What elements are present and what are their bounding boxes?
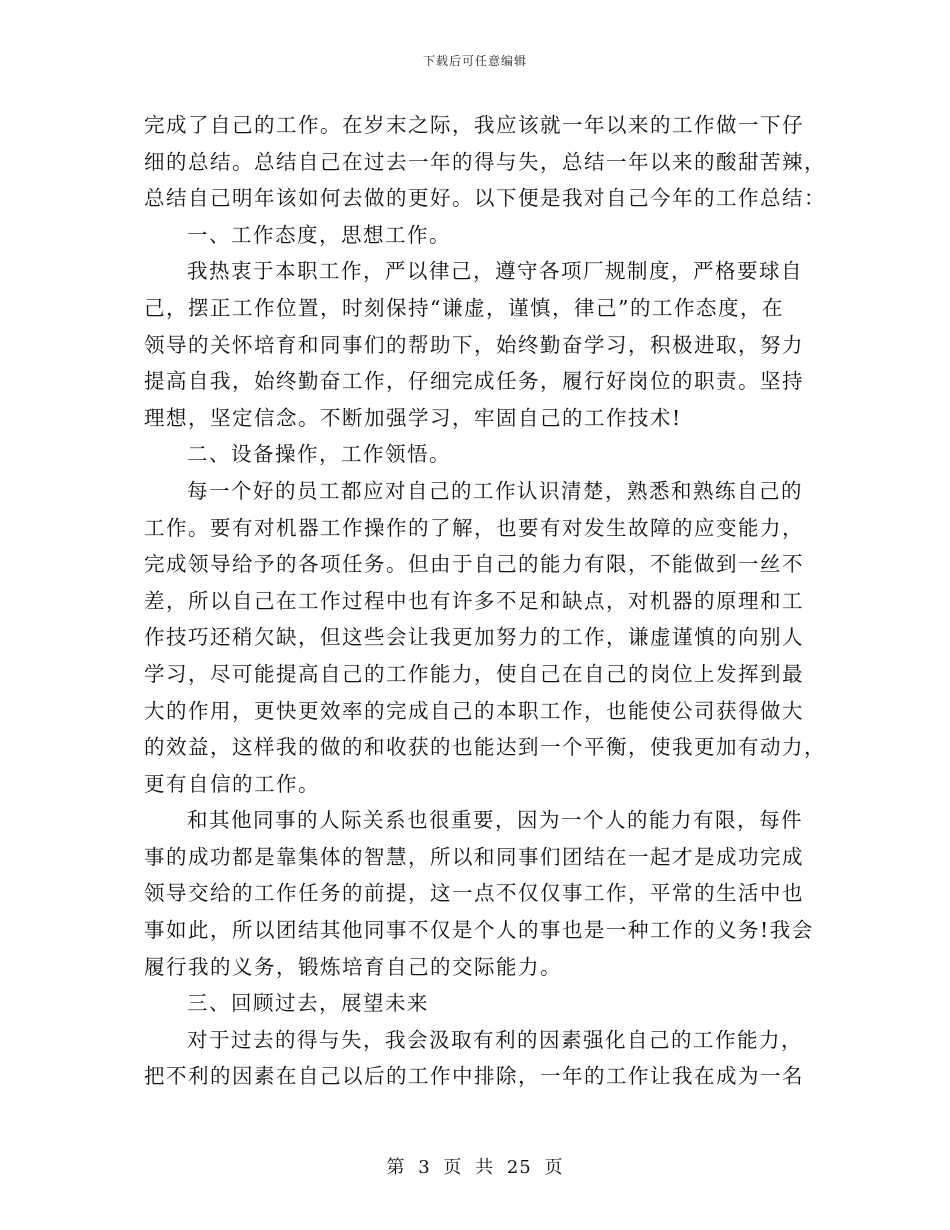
text-line: 三、回顾过去，展望未来 [187, 991, 429, 1016]
text-line: 完成领导给予的各项任务。但由于自己的能力有限，不能做到一丝不 [144, 552, 804, 577]
text-line: 每一个好的员工都应对自己的工作认识清楚，熟悉和熟练自己的 [187, 478, 803, 503]
text-line: 的效益，这样我的做的和收获的也能达到一个平衡，使我更加有动力， [144, 735, 826, 760]
text-line: 理想，坚定信念。不断加强学习，牢固自己的工作技术! [144, 405, 682, 430]
text-line: 作技巧还稍欠缺，但这些会让我更加努力的工作，谦虚谨慎的向别人 [144, 625, 804, 650]
document-body [144, 107, 826, 1095]
text-line: 总结自己明年该如何去做的更好。以下便是我对自己今年的工作总结： [144, 186, 826, 211]
page-header: 下载后可任意编辑 [422, 54, 527, 68]
text-line: 和其他同事的人际关系也很重要，因为一个人的能力有限，每件 [187, 808, 803, 833]
text-line: 细的总结。总结自己在过去一年的得与失，总结一年以来的酸甜苦辣， [144, 149, 826, 174]
text-line: 对于过去的得与失，我会汲取有利的因素强化自己的工作能力， [187, 1027, 803, 1052]
text-line: 履行我的义务，锻炼培育自己的交际能力。 [144, 954, 562, 979]
text-line: 完成了自己的工作。在岁末之际，我应该就一年以来的工作做一下仔 [144, 113, 804, 137]
text-line: 领导交给的工作任务的前提，这一点不仅仅事工作，平常的生活中也 [144, 881, 804, 906]
text-line: 领导的关怀培育和同事们的帮助下，始终勤奋学习，积极进取，努力 [144, 332, 804, 357]
text-line: 己，摆正工作位置，时刻保持“谦虚，谨慎，律己”的工作态度，在 [144, 295, 784, 320]
text-line: 更有自信的工作。 [144, 771, 320, 796]
text-line: 一、工作态度，思想工作。 [187, 222, 451, 247]
text-line: 工作。要有对机器工作操作的了解，也要有对发生故障的应变能力， [144, 515, 804, 540]
text-line: 事如此，所以团结其他同事不仅是个人的事也是一种工作的义务!我会 [144, 918, 814, 943]
text-line: 事的成功都是靠集体的智慧，所以和同事们团结在一起才是成功完成 [144, 844, 804, 869]
text-line: 二、设备操作，工作领悟。 [187, 442, 451, 467]
text-line: 我热衷于本职工作，严以律己，遵守各项厂规制度，严格要球自 [187, 259, 803, 284]
page-number-footer: 第 3 页 共 25 页 [386, 1157, 564, 1178]
text-line: 学习，尽可能提高自己的工作能力，使自己在自己的岗位上发挥到最 [144, 661, 804, 686]
text-line: 提高自我，始终勤奋工作，仔细完成任务，履行好岗位的职责。坚持 [144, 369, 804, 394]
text-line: 大的作用，更快更效率的完成自己的本职工作，也能使公司获得做大 [144, 698, 804, 723]
text-line: 把不利的因素在自己以后的工作中排除，一年的工作让我在成为一名 [144, 1064, 804, 1089]
text-line: 差，所以自己在工作过程中也有许多不足和缺点，对机器的原理和工 [144, 588, 804, 613]
